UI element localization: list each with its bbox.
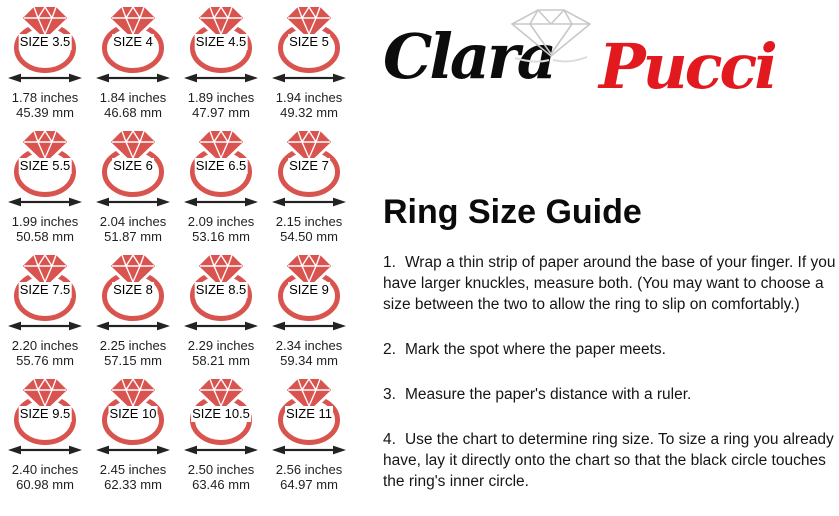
instruction-step xyxy=(383,339,839,360)
ring-size-label: SIZE 6.5 xyxy=(195,158,247,173)
ring-inches-value: 2.40 inches xyxy=(11,462,79,477)
ring-inches-value: 1.78 inches xyxy=(11,90,79,105)
step-text: Measure the paper's distance with a ruler. xyxy=(404,386,692,403)
ring-inches-value: 2.20 inches xyxy=(11,338,79,353)
ring-size-cell xyxy=(1,377,89,501)
ring-mm-value: 45.39 mm xyxy=(16,105,74,120)
instruction-step xyxy=(383,252,839,315)
ring-size-label: SIZE 9 xyxy=(289,282,329,297)
ring-size-label: SIZE 3.5 xyxy=(19,34,71,49)
brand-name-clara: Clara xyxy=(383,20,554,93)
step-text: Wrap a thin strip of paper around the base of your finger. If you have larger knuckles, measure both. (You may want to choose a size between the two to allow the ring to slip on comfortably.) xyxy=(383,254,836,313)
ring-size-label: SIZE 10.5 xyxy=(192,406,250,421)
ring-inches-value: 1.99 inches xyxy=(11,214,79,229)
ring-inches-value: 2.56 inches xyxy=(275,462,343,477)
ring-size-label: SIZE 8.5 xyxy=(195,282,247,297)
ring-mm-value: 57.15 mm xyxy=(104,353,162,368)
instruction-step xyxy=(383,429,839,492)
ring-size-cell xyxy=(265,377,353,501)
ring-mm-value: 54.50 mm xyxy=(280,229,338,244)
ring-inches-value: 2.50 inches xyxy=(187,462,255,477)
ring-size-cell xyxy=(177,129,265,253)
ring-size-label: SIZE 5.5 xyxy=(19,158,71,173)
ring-inches-value: 2.29 inches xyxy=(187,338,255,353)
ring-size-label: SIZE 5 xyxy=(289,34,329,49)
ring-size-label: SIZE 11 xyxy=(285,406,333,421)
ring-inches-value: 1.89 inches xyxy=(187,90,255,105)
ring-inches-value: 2.25 inches xyxy=(99,338,167,353)
ring-size-cell xyxy=(89,377,177,501)
ring-mm-value: 49.32 mm xyxy=(280,105,338,120)
ring-inches-value: 1.94 inches xyxy=(275,90,343,105)
ring-size-cell xyxy=(89,5,177,129)
ring-size-cell xyxy=(265,253,353,377)
ring-mm-value: 50.58 mm xyxy=(16,229,74,244)
step-number: 1. xyxy=(383,254,396,271)
ring-size-label: SIZE 7 xyxy=(289,158,329,173)
brand-name-pucci: Pucci xyxy=(599,30,775,103)
ring-mm-value: 46.68 mm xyxy=(104,105,162,120)
ring-size-cell xyxy=(177,377,265,501)
ring-inches-value: 2.04 inches xyxy=(99,214,167,229)
ring-size-label: SIZE 4.5 xyxy=(195,34,247,49)
step-text: Mark the spot where the paper meets. xyxy=(404,341,666,358)
ring-size-label: SIZE 6 xyxy=(113,158,153,173)
ring-mm-value: 53.16 mm xyxy=(192,229,250,244)
step-number: 2. xyxy=(383,341,396,358)
ring-mm-value: 47.97 mm xyxy=(192,105,250,120)
ring-mm-value: 63.46 mm xyxy=(192,477,250,492)
brand-logo xyxy=(383,6,773,102)
ring-inches-value: 2.09 inches xyxy=(187,214,255,229)
ring-size-cell xyxy=(177,5,265,129)
ring-size-label: SIZE 7.5 xyxy=(19,282,71,297)
ring-size-label: SIZE 10 xyxy=(109,406,157,421)
ring-mm-value: 62.33 mm xyxy=(104,477,162,492)
instruction-step xyxy=(383,384,839,405)
diamond-outline-icon xyxy=(507,6,595,64)
ring-inches-value: 2.45 inches xyxy=(99,462,167,477)
ring-size-label: SIZE 9.5 xyxy=(19,406,71,421)
ring-mm-value: 59.34 mm xyxy=(280,353,338,368)
ring-size-label: SIZE 8 xyxy=(113,282,153,297)
step-number: 4. xyxy=(383,431,396,448)
ring-mm-value: 51.87 mm xyxy=(104,229,162,244)
ring-mm-value: 55.76 mm xyxy=(16,353,74,368)
guide-panel xyxy=(380,0,839,501)
page-title: Ring Size Guide xyxy=(383,193,642,231)
size-chart-grid xyxy=(1,5,357,501)
instruction-steps xyxy=(383,252,839,516)
ring-size-cell xyxy=(89,129,177,253)
ring-size-cell xyxy=(265,5,353,129)
ring-mm-value: 64.97 mm xyxy=(280,477,338,492)
step-number: 3. xyxy=(383,386,396,403)
ring-size-cell xyxy=(1,5,89,129)
ring-size-cell xyxy=(89,253,177,377)
ring-size-cell xyxy=(265,129,353,253)
ring-size-cell xyxy=(1,129,89,253)
ring-inches-value: 2.34 inches xyxy=(275,338,343,353)
step-text: Use the chart to determine ring size. To size a ring you already have, lay it directly onto the chart so that the black circle touches the ring's inner circle. xyxy=(383,431,834,490)
ring-size-cell xyxy=(177,253,265,377)
ring-inches-value: 2.15 inches xyxy=(275,214,343,229)
ring-size-cell xyxy=(1,253,89,377)
ring-size-label: SIZE 4 xyxy=(113,34,153,49)
ring-mm-value: 60.98 mm xyxy=(16,477,74,492)
ring-inches-value: 1.84 inches xyxy=(99,90,167,105)
ring-mm-value: 58.21 mm xyxy=(192,353,250,368)
